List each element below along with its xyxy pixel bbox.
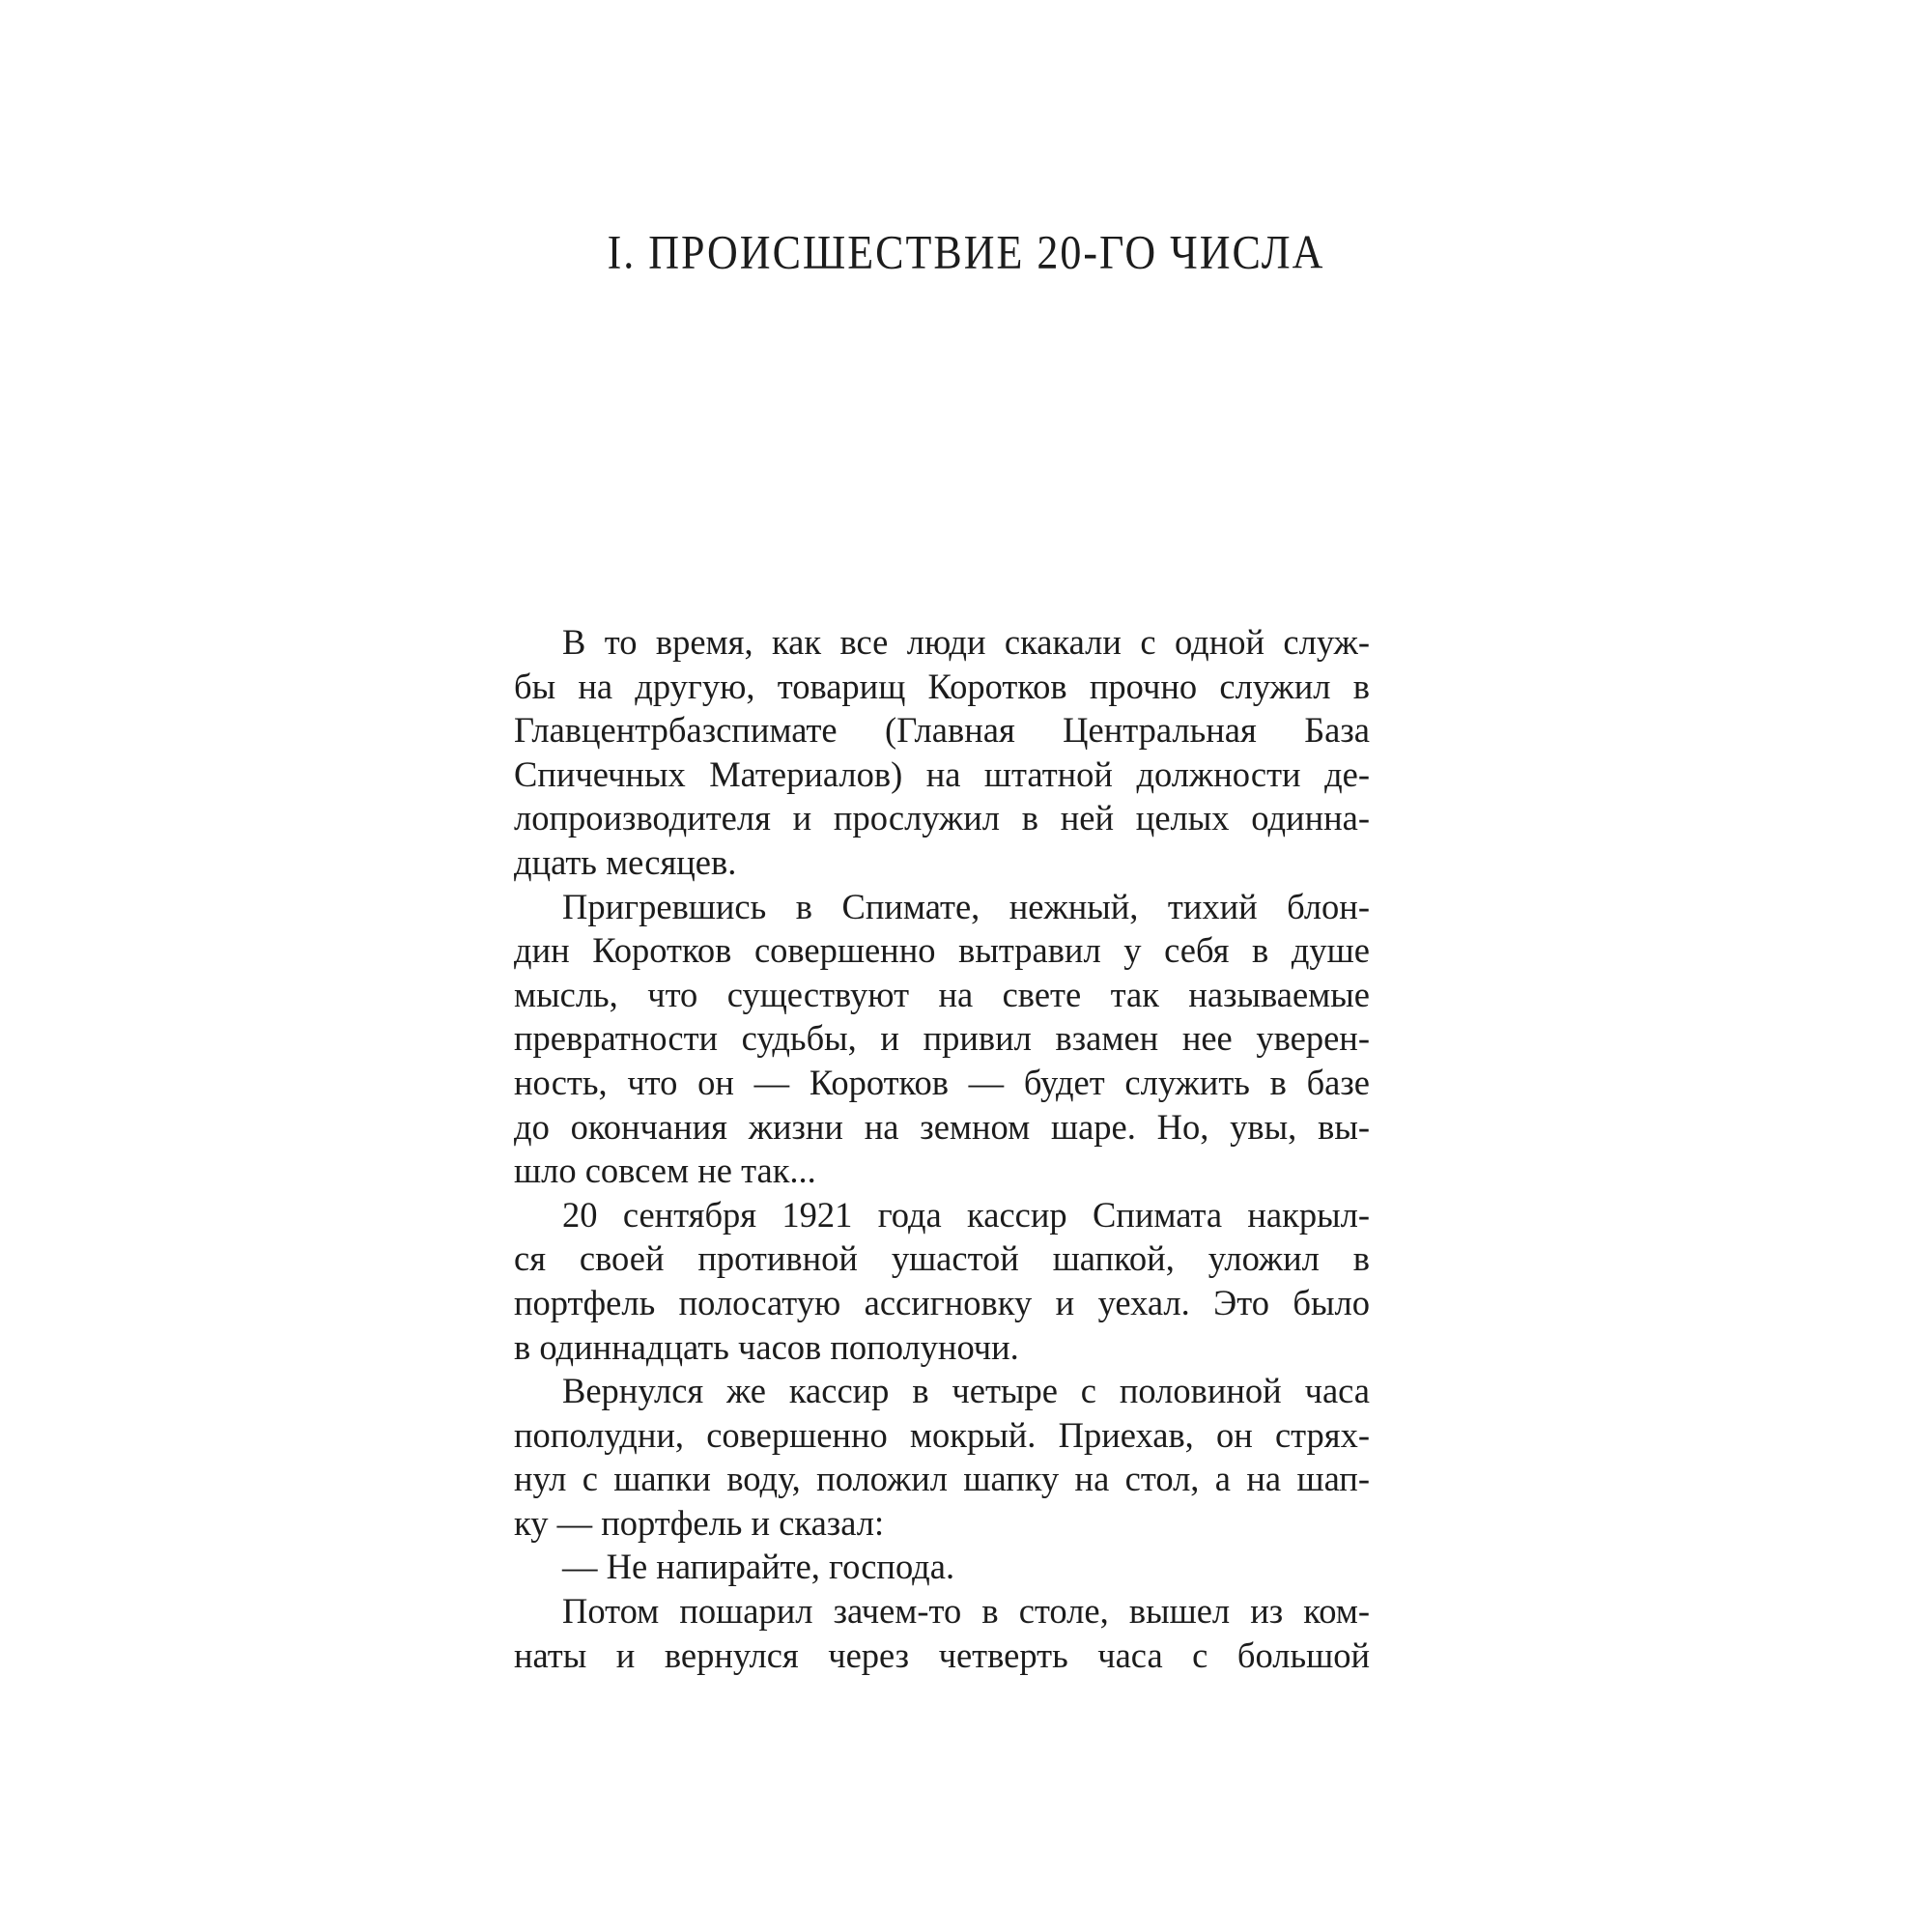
text-line: ку — портфель и сказал: xyxy=(514,1502,885,1543)
text-line: Пригревшись в Спимате, нежный, тихий блон- xyxy=(562,886,1370,926)
text-line: пополудни, совершенно мокрый. Приехав, он стрях- xyxy=(514,1414,1370,1455)
text-line: бы на другую, товарищ Коротков прочно служил в xyxy=(514,666,1370,706)
text-line: шло совсем не так... xyxy=(514,1151,816,1191)
text-line: мысль, что существуют на свете так называемые xyxy=(514,974,1370,1014)
text-line: в одиннадцать часов пополуночи. xyxy=(514,1326,1019,1367)
text-line: Потом пошарил зачем-то в столе, вышел из ком- xyxy=(562,1591,1370,1632)
text-line: ность, что он — Коротков — будет служить в базе xyxy=(514,1062,1370,1102)
text-line: до окончания жизни на земном шаре. Но, увы, вы- xyxy=(514,1106,1370,1147)
body-text xyxy=(514,620,1370,1677)
text-line: превратности судьбы, и привил взамен нее уверен- xyxy=(514,1018,1370,1059)
text-line: нул с шапки воду, положил шапку на стол, а на шап- xyxy=(514,1459,1370,1499)
text-line: портфель полосатую ассигновку и уехал. Это было xyxy=(514,1282,1370,1322)
chapter-title: I. ПРОИСШЕСТВИЕ 20-ГО ЧИСЛА xyxy=(607,226,1325,279)
text-line: Спичечных Материалов) на штатной должности де- xyxy=(514,753,1370,794)
text-line: дин Коротков совершенно вытравил у себя в душе xyxy=(514,930,1370,971)
text-line: Главцентрбазспимате (Главная Центральная База xyxy=(514,710,1370,751)
text-line: наты и вернулся через четверть часа с большой xyxy=(514,1634,1370,1675)
text-line: В то время, как все люди скакали с одной служ- xyxy=(562,622,1370,662)
text-line: дцать месяцев. xyxy=(514,841,737,882)
text-line: ся своей противной ушастой шапкой, уложил в xyxy=(514,1238,1370,1279)
text-line: лопроизводителя и прослужил в ней целых одинна- xyxy=(514,798,1370,838)
dialog-line: — Не напирайте, господа. xyxy=(562,1547,955,1587)
text-line: 20 сентября 1921 года кассир Спимата накрыл- xyxy=(562,1194,1370,1235)
text-line: Вернулся же кассир в четыре с половиной часа xyxy=(562,1371,1370,1411)
